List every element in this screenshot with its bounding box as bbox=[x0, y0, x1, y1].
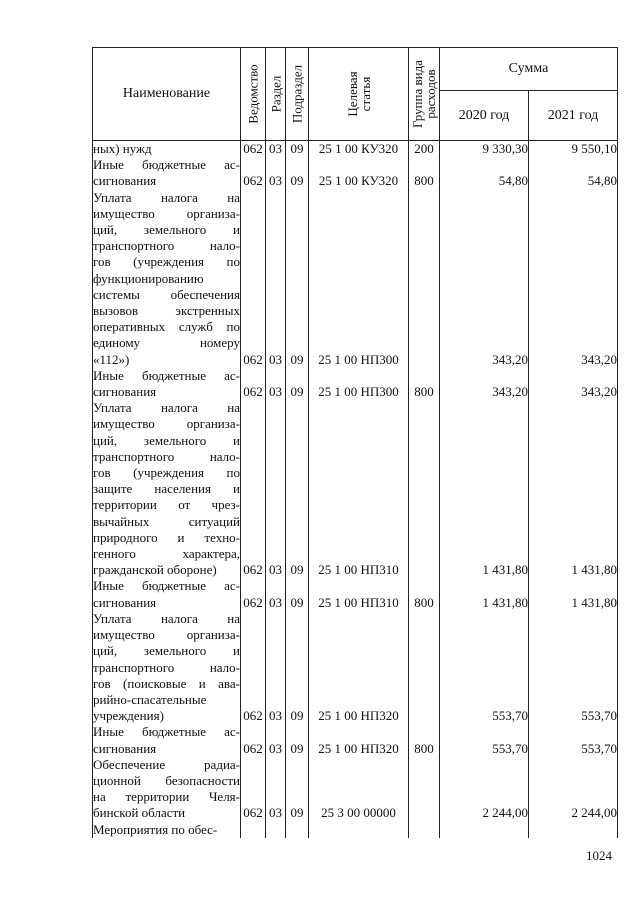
row-vedomstvo: 062 bbox=[241, 368, 266, 400]
row-name-line: Иные бюджетные ас- bbox=[93, 724, 240, 740]
row-name-line: Иные бюджетные ас- bbox=[93, 367, 240, 383]
row-name-line: генного характера, bbox=[93, 546, 240, 562]
row-name-line: функционированию bbox=[93, 270, 204, 286]
row-sum-2020: 2 244,00 bbox=[440, 757, 529, 822]
row-sum-2020 bbox=[440, 822, 529, 838]
table-row bbox=[93, 157, 618, 189]
table-row bbox=[93, 578, 618, 610]
row-name bbox=[93, 611, 241, 724]
row-celevaya-statya: 25 1 00 НП320 bbox=[309, 611, 409, 724]
table-row bbox=[93, 368, 618, 400]
row-gruppa bbox=[409, 400, 440, 578]
row-name-line: сигнования bbox=[93, 173, 157, 189]
row-vedomstvo: 062 bbox=[241, 400, 266, 578]
row-vedomstvo bbox=[241, 822, 266, 838]
header-celevaya-label: Целевая статья bbox=[344, 71, 373, 117]
row-celevaya-statya: 25 1 00 НП300 bbox=[309, 368, 409, 400]
row-name bbox=[93, 822, 241, 838]
header-summa: Сумма bbox=[440, 48, 618, 91]
table-body bbox=[93, 141, 618, 838]
row-sum-2021: 9 550,10 bbox=[529, 141, 618, 158]
row-sum-2021: 1 431,80 bbox=[529, 578, 618, 610]
row-name-line: природного и техно- bbox=[93, 529, 240, 545]
row-sum-2021 bbox=[529, 822, 618, 838]
table-row bbox=[93, 724, 618, 756]
row-name-line: имущество организа- bbox=[93, 205, 240, 221]
row-name-line: ных) нужд bbox=[93, 141, 152, 156]
row-razdel: 03 bbox=[266, 368, 286, 400]
header-name: Наименование bbox=[93, 48, 241, 141]
row-vedomstvo: 062 bbox=[241, 724, 266, 756]
row-vedomstvo: 062 bbox=[241, 141, 266, 158]
row-name-line: Иные бюджетные ас- bbox=[93, 578, 240, 594]
row-name-line: ций, земельного и bbox=[93, 432, 240, 448]
row-name-line: Обеспечение радиа- bbox=[93, 756, 240, 772]
row-gruppa: 800 bbox=[409, 368, 440, 400]
row-podrazdel: 09 bbox=[286, 757, 309, 822]
row-celevaya-statya: 25 1 00 КУ320 bbox=[309, 141, 409, 158]
row-name-line: сигнования bbox=[93, 594, 157, 610]
row-celevaya-statya: 25 1 00 НП320 bbox=[309, 724, 409, 756]
row-name bbox=[93, 400, 241, 578]
header-podrazdel bbox=[286, 48, 309, 141]
row-name-line: защите населения и bbox=[93, 481, 240, 497]
row-podrazdel: 09 bbox=[286, 611, 309, 724]
row-gruppa bbox=[409, 822, 440, 838]
row-name-line: имущество организа- bbox=[93, 416, 240, 432]
row-name bbox=[93, 141, 241, 158]
row-sum-2021: 553,70 bbox=[529, 724, 618, 756]
row-razdel: 03 bbox=[266, 400, 286, 578]
row-celevaya-statya: 25 1 00 НП310 bbox=[309, 400, 409, 578]
row-podrazdel: 09 bbox=[286, 157, 309, 189]
row-name-line: территории от чрез- bbox=[93, 497, 240, 513]
row-sum-2021: 2 244,00 bbox=[529, 757, 618, 822]
row-name-line: Мероприятия по обес- bbox=[93, 821, 218, 837]
row-vedomstvo: 062 bbox=[241, 157, 266, 189]
row-name-line: «112») bbox=[93, 351, 130, 367]
row-sum-2020: 343,20 bbox=[440, 190, 529, 368]
row-sum-2020: 1 431,80 bbox=[440, 400, 529, 578]
row-vedomstvo: 062 bbox=[241, 190, 266, 368]
row-gruppa bbox=[409, 757, 440, 822]
row-podrazdel: 09 bbox=[286, 400, 309, 578]
row-celevaya-statya bbox=[309, 822, 409, 838]
row-name bbox=[93, 157, 241, 189]
row-name-line: ций, земельного и bbox=[93, 222, 240, 238]
row-name-line: Уплата налога на bbox=[93, 189, 240, 205]
row-razdel: 03 bbox=[266, 611, 286, 724]
header-year-2020: 2020 год bbox=[440, 91, 529, 141]
row-name bbox=[93, 578, 241, 610]
row-sum-2020: 553,70 bbox=[440, 724, 529, 756]
row-sum-2020: 343,20 bbox=[440, 368, 529, 400]
row-gruppa: 800 bbox=[409, 157, 440, 189]
row-sum-2020: 1 431,80 bbox=[440, 578, 529, 610]
row-name bbox=[93, 368, 241, 400]
table-row bbox=[93, 611, 618, 724]
row-name-line: гов (учреждения по bbox=[93, 254, 240, 270]
row-podrazdel: 09 bbox=[286, 141, 309, 158]
table-row bbox=[93, 141, 618, 158]
row-name bbox=[93, 724, 241, 756]
row-name-line: Уплата налога на bbox=[93, 400, 240, 416]
row-name-line: гов (учреждения по bbox=[93, 465, 240, 481]
row-name-line: ционной безопасности bbox=[93, 772, 240, 788]
row-vedomstvo: 062 bbox=[241, 578, 266, 610]
table-row bbox=[93, 190, 618, 368]
row-celevaya-statya: 25 3 00 00000 bbox=[309, 757, 409, 822]
header-gruppa-label: Группа вида расходов bbox=[410, 60, 438, 128]
row-sum-2021: 553,70 bbox=[529, 611, 618, 724]
table-row bbox=[93, 400, 618, 578]
header-celevaya bbox=[309, 48, 409, 141]
row-gruppa: 200 bbox=[409, 141, 440, 158]
row-gruppa: 800 bbox=[409, 578, 440, 610]
row-name bbox=[93, 190, 241, 368]
row-celevaya-statya: 25 1 00 НП310 bbox=[309, 578, 409, 610]
row-sum-2020: 54,80 bbox=[440, 157, 529, 189]
row-gruppa bbox=[409, 190, 440, 368]
row-name-line: гов (поисковые и ава- bbox=[93, 675, 240, 691]
header-year-2021: 2021 год bbox=[529, 91, 618, 141]
row-name-line: гражданской обороне) bbox=[93, 562, 217, 578]
row-sum-2021: 343,20 bbox=[529, 190, 618, 368]
row-podrazdel: 09 bbox=[286, 190, 309, 368]
row-name-line: на территории Челя- bbox=[93, 789, 240, 805]
row-name-line: оперативных служб по bbox=[93, 319, 240, 335]
header-razdel-label: Раздел bbox=[268, 75, 283, 113]
row-razdel: 03 bbox=[266, 757, 286, 822]
table-row bbox=[93, 822, 618, 838]
row-podrazdel: 09 bbox=[286, 368, 309, 400]
row-razdel: 03 bbox=[266, 141, 286, 158]
row-name-line: вычайных ситуаций bbox=[93, 513, 240, 529]
row-name bbox=[93, 757, 241, 822]
table-row bbox=[93, 757, 618, 822]
row-podrazdel: 09 bbox=[286, 724, 309, 756]
row-sum-2021: 54,80 bbox=[529, 157, 618, 189]
row-vedomstvo: 062 bbox=[241, 611, 266, 724]
row-podrazdel bbox=[286, 822, 309, 838]
row-razdel: 03 bbox=[266, 724, 286, 756]
row-name-line: единому номеру bbox=[93, 335, 240, 351]
row-name-line: сигнования bbox=[93, 384, 157, 400]
row-name-line: учреждения) bbox=[93, 708, 164, 724]
row-podrazdel: 09 bbox=[286, 578, 309, 610]
row-sum-2020: 9 330,30 bbox=[440, 141, 529, 158]
row-sum-2021: 1 431,80 bbox=[529, 400, 618, 578]
header-razdel bbox=[266, 48, 286, 141]
row-name-line: сигнования bbox=[93, 740, 157, 756]
row-name-line: транспортного нало- bbox=[93, 659, 240, 675]
row-name-line: транспортного нало- bbox=[93, 238, 240, 254]
row-celevaya-statya: 25 1 00 КУ320 bbox=[309, 157, 409, 189]
row-name-line: вызовов экстренных bbox=[93, 303, 240, 319]
header-row bbox=[93, 48, 618, 91]
row-name-line: имущество организа- bbox=[93, 627, 240, 643]
row-gruppa bbox=[409, 611, 440, 724]
row-sum-2021: 343,20 bbox=[529, 368, 618, 400]
row-name-line: ций, земельного и bbox=[93, 643, 240, 659]
header-gruppa bbox=[409, 48, 440, 141]
row-name-line: Уплата налога на bbox=[93, 610, 240, 626]
row-celevaya-statya: 25 1 00 НП300 bbox=[309, 190, 409, 368]
row-vedomstvo: 062 bbox=[241, 757, 266, 822]
page-number: 1024 bbox=[586, 848, 612, 863]
row-sum-2020: 553,70 bbox=[440, 611, 529, 724]
row-razdel bbox=[266, 822, 286, 838]
row-name-line: бинской области bbox=[93, 805, 186, 821]
row-razdel: 03 bbox=[266, 190, 286, 368]
budget-table bbox=[92, 47, 618, 838]
header-vedomstvo bbox=[241, 48, 266, 141]
row-razdel: 03 bbox=[266, 157, 286, 189]
row-gruppa: 800 bbox=[409, 724, 440, 756]
header-vedomstvo-label: Ведомство bbox=[245, 64, 261, 124]
header-podrazdel-label: Подраздел bbox=[289, 64, 305, 124]
row-name-line: системы обеспечения bbox=[93, 286, 240, 302]
row-name-line: Иные бюджетные ас- bbox=[93, 157, 240, 173]
row-name-line: транспортного нало- bbox=[93, 448, 240, 464]
row-name-line: рийно-спасательные bbox=[93, 691, 207, 707]
row-razdel: 03 bbox=[266, 578, 286, 610]
